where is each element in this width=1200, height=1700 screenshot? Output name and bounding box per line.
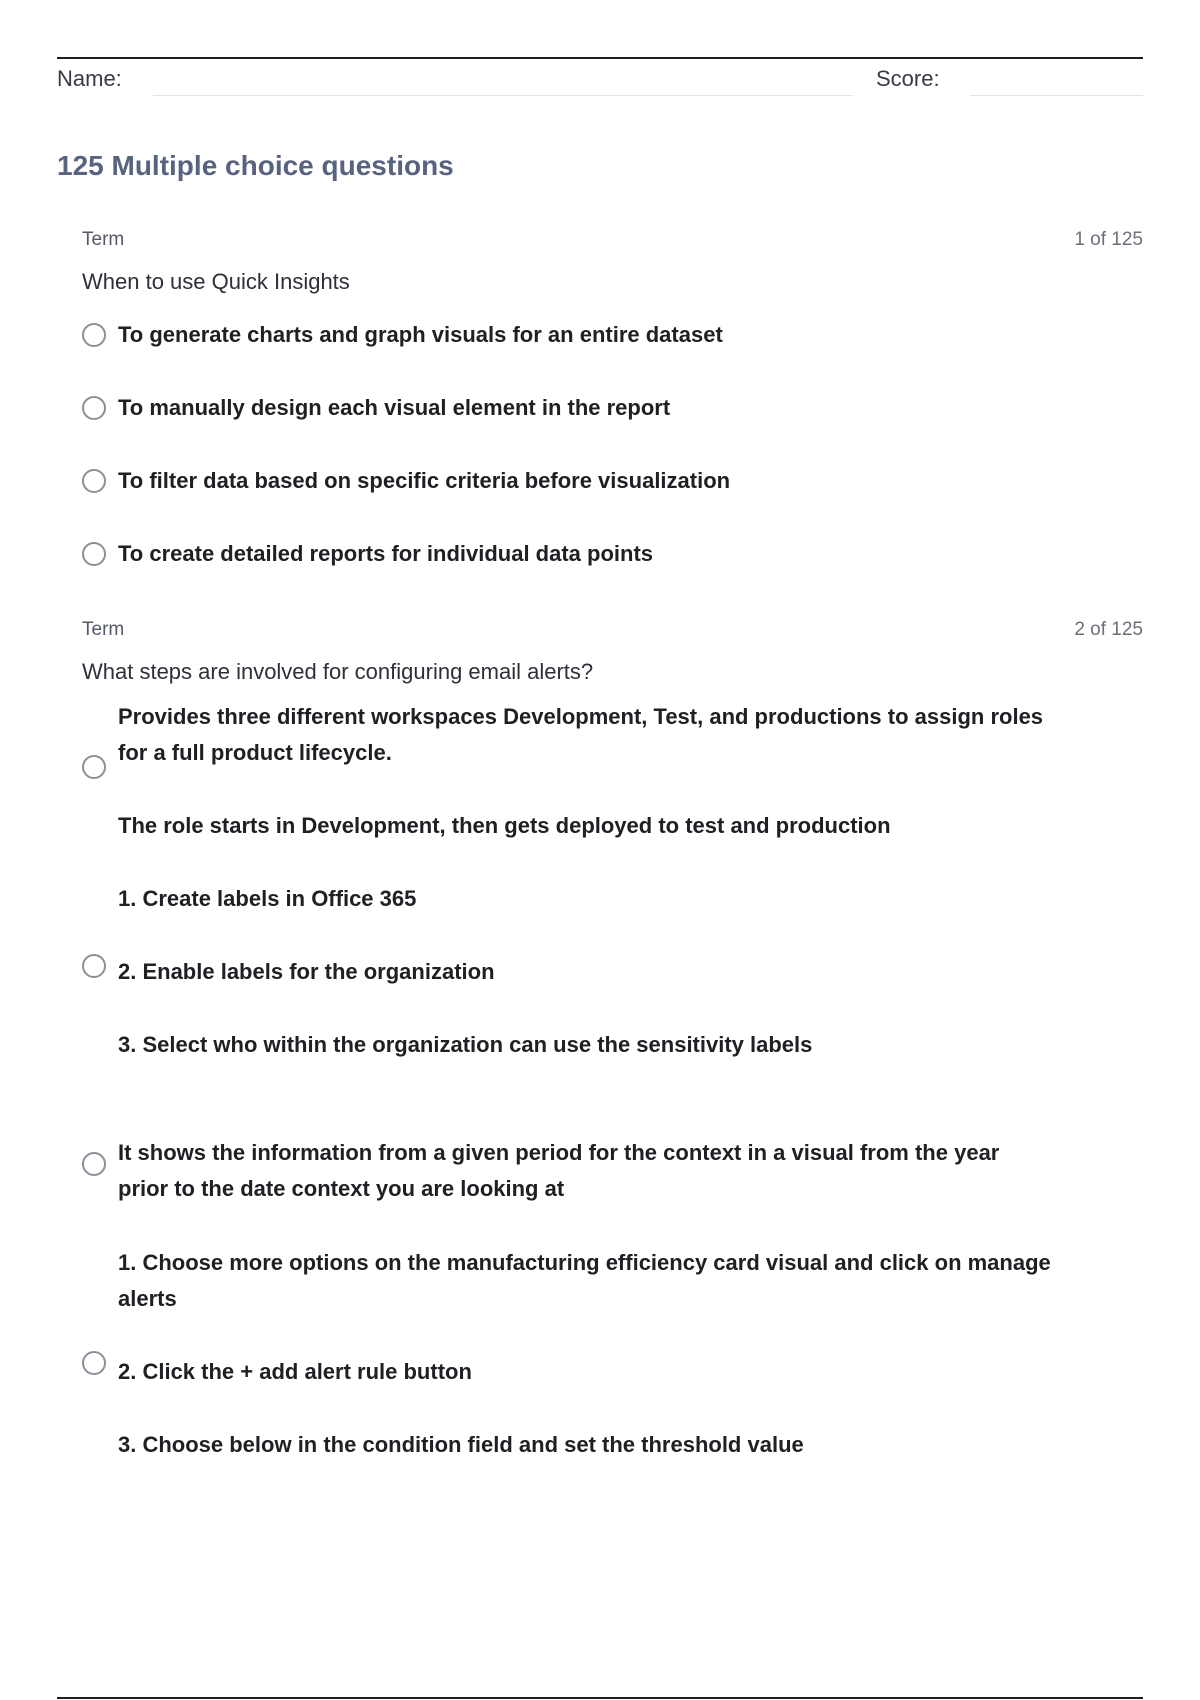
answer-options <box>82 699 1143 1499</box>
answer-options <box>82 317 1143 609</box>
radio-button-icon[interactable] <box>82 396 106 420</box>
radio-button-icon[interactable] <box>82 469 106 493</box>
answer-option[interactable] <box>82 463 1143 536</box>
answer-option[interactable] <box>82 1209 1143 1499</box>
radio-button-icon[interactable] <box>82 1351 106 1375</box>
term-label: Term <box>82 229 125 250</box>
question-header <box>82 229 1143 255</box>
bottom-rule <box>57 1697 1143 1699</box>
name-score-row <box>57 62 1143 98</box>
radio-button-icon[interactable] <box>82 1152 106 1176</box>
answer-line: alerts <box>118 1286 177 1311</box>
page-title: 125 Multiple choice questions <box>57 150 454 181</box>
question-1 <box>82 229 1143 609</box>
answer-option[interactable] <box>82 536 1143 609</box>
question-2 <box>82 619 1143 1499</box>
answer-option[interactable] <box>82 390 1143 463</box>
answer-option-text: To generate charts and graph visuals for an entire dataset <box>118 322 723 347</box>
answer-option[interactable] <box>82 317 1143 390</box>
answer-line: 1. Choose more options on the manufacturing efficiency card visual and click on manage <box>118 1250 1051 1275</box>
answer-line: for a full product lifecycle. <box>118 740 392 765</box>
answer-line: Provides three different workspaces Development, Test, and productions to assign roles <box>118 704 1044 729</box>
score-label: Score: <box>876 66 940 91</box>
question-counter: 1 of 125 <box>1074 229 1143 250</box>
answer-option[interactable] <box>82 1099 1143 1209</box>
answer-line: 3. Choose below in the condition field and set the threshold value <box>118 1432 804 1457</box>
name-input-line[interactable] <box>153 95 853 96</box>
answer-option-text <box>118 699 1143 844</box>
question-prompt: When to use Quick Insights <box>82 269 350 294</box>
answer-line: It shows the information from a given period for the context in a visual from the year <box>118 1140 1000 1165</box>
question-counter: 2 of 125 <box>1074 619 1143 640</box>
answer-line: 1. Create labels in Office 365 <box>118 886 417 911</box>
answer-line: The role starts in Development, then gets deployed to test and production <box>118 813 891 838</box>
score-input-line[interactable] <box>970 95 1143 96</box>
question-prompt: What steps are involved for configuring email alerts? <box>82 659 594 684</box>
answer-line: prior to the date context you are looking at <box>118 1176 565 1201</box>
answer-option-text: To manually design each visual element in the report <box>118 395 671 420</box>
radio-button-icon[interactable] <box>82 755 106 779</box>
answer-option[interactable] <box>82 699 1143 845</box>
answer-line: 2. Click the + add alert rule button <box>118 1359 472 1384</box>
question-header <box>82 619 1143 645</box>
answer-option-text <box>118 1099 1143 1207</box>
answer-option-text: To filter data based on specific criteria before visualization <box>118 468 731 493</box>
radio-button-icon[interactable] <box>82 542 106 566</box>
term-label: Term <box>82 619 125 640</box>
radio-button-icon[interactable] <box>82 954 106 978</box>
answer-option-text <box>118 881 1143 1063</box>
answer-option[interactable] <box>82 881 1143 1100</box>
answer-line: 3. Select who within the organization can use the sensitivity labels <box>118 1032 813 1057</box>
radio-button-icon[interactable] <box>82 323 106 347</box>
answer-option-text: To create detailed reports for individual data points <box>118 541 654 566</box>
answer-line: 2. Enable labels for the organization <box>118 959 495 984</box>
answer-option-text <box>118 1209 1143 1463</box>
top-rule <box>57 57 1143 59</box>
name-label: Name: <box>57 66 122 91</box>
